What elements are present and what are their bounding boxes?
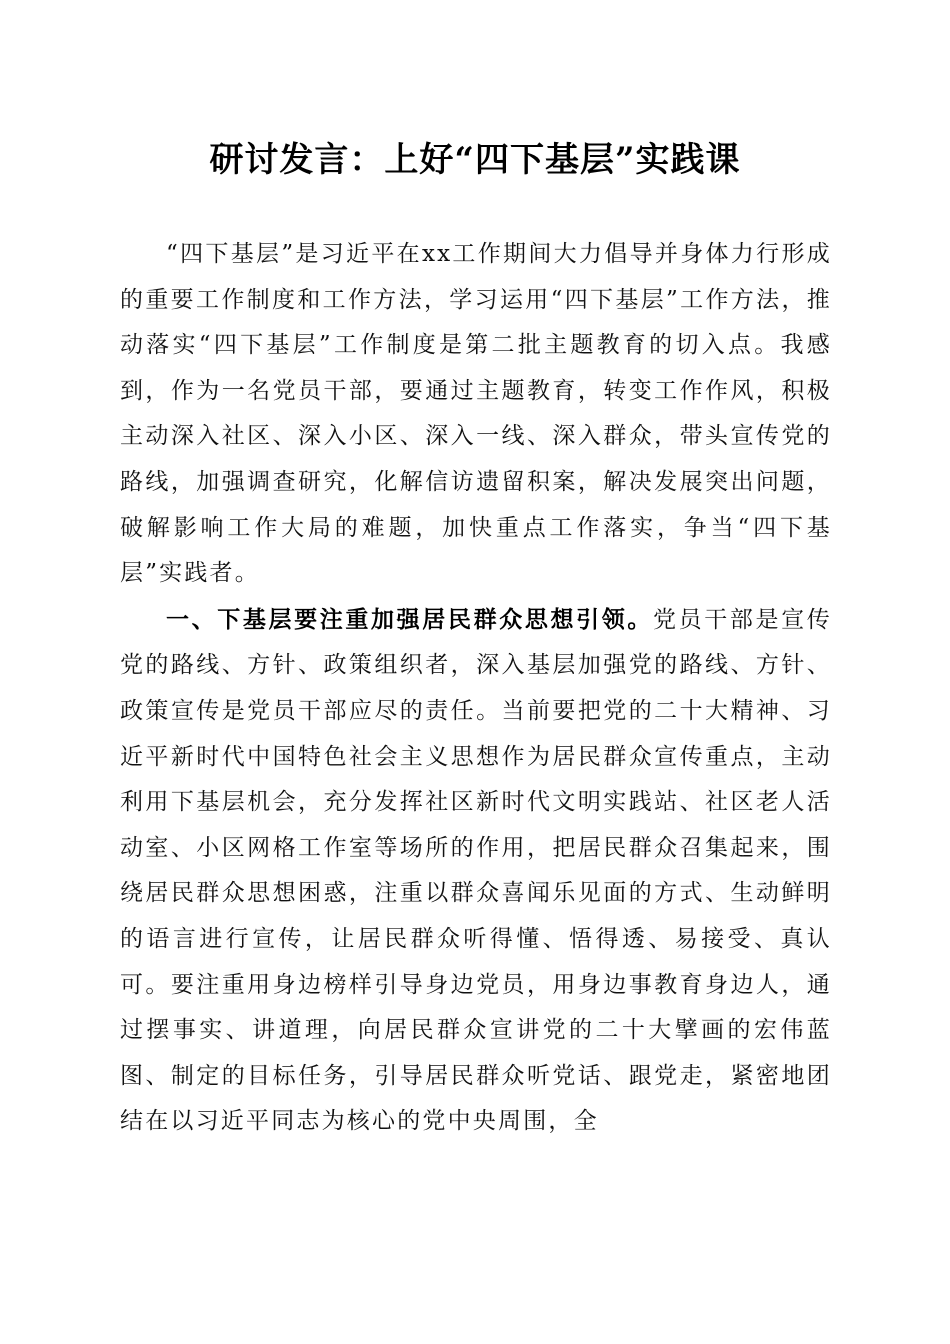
section-one-text: 党员干部是宣传党的路线、方针、政策组织者，深入基层加强党的路线、方针、政策宣传是党员干部应尽的责任。当前要把党的二十大精神、习近平新时代中国特色社会主义思想作为居民群众宣传重点，主动利用下基层机会，充分发挥社区新时代文明实践站、社区老人活动室、小区网格工作室等场所的作用，把居民群众召集起来，围绕居民群众思想困惑，注重以群众喜闻乐见面的方式、生动鲜明的语言进行宣传，让居民群众听得懂、悟得透、易接受、真认可。要注重用身边榜样引导身边党员，用身边事教育身边人，通过摆事实、讲道理，向居民群众宣讲党的二十大擘画的宏伟蓝图、制定的目标任务，引导居民群众听党话、跟党走，紧密地团结在以习近平同志为核心的党中央周围，全 (120, 606, 832, 1135)
document-title: 研讨发言：上好“四下基层”实践课 (209, 140, 741, 180)
intro-paragraph-text: “四下基层”是习近平在xx工作期间大力倡导并身体力行形成的重要工作制度和工作方法，学习运用“四下基层”工作方法，推动落实“四下基层”工作制度是第二批主题教育的切入点。我感到，作为一名党员干部，要通过主题教育，转变工作作风，积极主动深入社区、深入小区、深入一线、深入群众，带头宣传党的路线，加强调查研究，化解信访遗留积案，解决发展突出问题，破解影响工作大局的难题，加快重点工作落实，争当“四下基层”实践者。 (120, 241, 832, 587)
section-one-paragraph (120, 597, 832, 1145)
document-body (120, 232, 832, 1145)
section-one-heading: 一、下基层要注重加强居民群众思想引领。 (166, 605, 653, 633)
intro-paragraph (120, 232, 832, 597)
